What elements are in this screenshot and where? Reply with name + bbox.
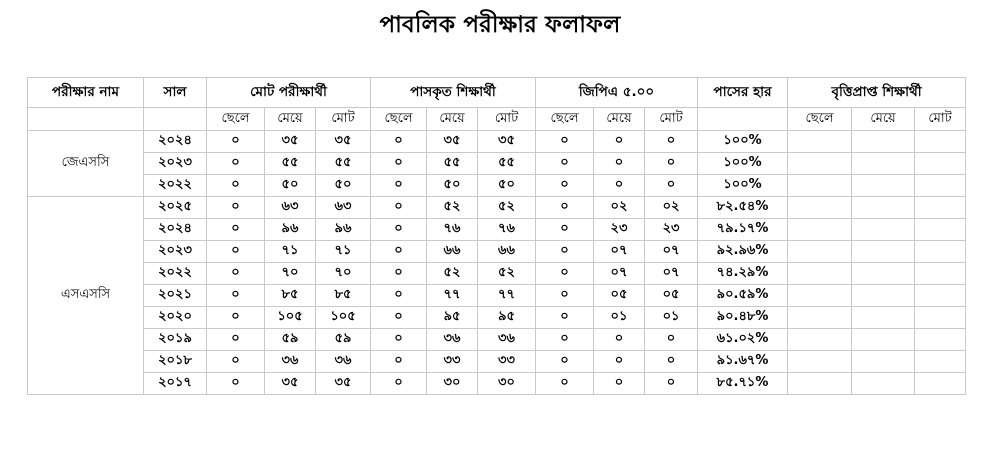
passed-boys: ০ [371, 285, 427, 307]
total-examinees-girls: ৩৬ [265, 351, 316, 373]
scholarship-girls [852, 373, 915, 395]
gpa5-girls: ০ [594, 329, 645, 351]
scholarship-boys [788, 175, 852, 197]
scholarship-boys [788, 197, 852, 219]
gpa5-boys: ০ [536, 131, 594, 153]
gpa5-girls: ০ [594, 373, 645, 395]
passed-girls: ৩০ [427, 373, 478, 395]
total-examinees-girls: ৫০ [265, 175, 316, 197]
year-cell: ২০২৪ [144, 131, 207, 153]
gpa5-boys: ০ [536, 175, 594, 197]
gpa5-total: ০ [645, 175, 698, 197]
passed-boys: ০ [371, 351, 427, 373]
gpa5-total: ০ [645, 329, 698, 351]
passed-total: ৩৩ [478, 351, 536, 373]
total-examinees-boys: ০ [207, 329, 265, 351]
header-exam-name: পরীক্ষার নাম [28, 78, 144, 108]
total-examinees-total: ৫৫ [316, 153, 371, 175]
total-examinees-total: ৬৩ [316, 197, 371, 219]
passed-total: ৩৫ [478, 131, 536, 153]
gpa5-boys: ০ [536, 241, 594, 263]
scholarship-boys [788, 131, 852, 153]
total-examinees-girls: ৮৫ [265, 285, 316, 307]
passed-total: ৫৫ [478, 153, 536, 175]
header-gpa5: জিপিএ ৫.০০ [536, 78, 698, 108]
scholarship-total [915, 197, 966, 219]
total-examinees-total: ৩৫ [316, 131, 371, 153]
total-examinees-girls: ৬৩ [265, 197, 316, 219]
total-examinees-boys: ০ [207, 131, 265, 153]
gpa5-girls: ০ [594, 153, 645, 175]
gpa5-girls: ০ [594, 351, 645, 373]
scholarship-total [915, 285, 966, 307]
total-examinees-total: ৩৫ [316, 373, 371, 395]
total-examinees-boys: ০ [207, 175, 265, 197]
passed-total: ৭৭ [478, 285, 536, 307]
gpa5-total: ২৩ [645, 219, 698, 241]
gpa5-girls: ০৫ [594, 285, 645, 307]
passed-boys: ০ [371, 219, 427, 241]
header-passed-students: পাসকৃত শিক্ষার্থী [371, 78, 536, 108]
passed-total: ৫২ [478, 263, 536, 285]
scholarship-girls [852, 307, 915, 329]
subheader-scholarship-boys: ছেলে [788, 108, 852, 131]
total-examinees-total: ৭১ [316, 241, 371, 263]
year-cell: ২০২৪ [144, 219, 207, 241]
scholarship-total [915, 175, 966, 197]
gpa5-girls: ০২ [594, 197, 645, 219]
passed-total: ৩০ [478, 373, 536, 395]
table-row [28, 241, 966, 263]
header-row [28, 78, 966, 108]
subheader-gpa5-total: মোট [645, 108, 698, 131]
passed-girls: ৩৩ [427, 351, 478, 373]
scholarship-total [915, 153, 966, 175]
passed-boys: ০ [371, 197, 427, 219]
gpa5-girls: ০ [594, 175, 645, 197]
total-examinees-total: ৭০ [316, 263, 371, 285]
pass-rate-cell: ৯০.৪৮% [698, 307, 788, 329]
scholarship-total [915, 307, 966, 329]
scholarship-total [915, 329, 966, 351]
passed-boys: ০ [371, 307, 427, 329]
scholarship-boys [788, 307, 852, 329]
total-examinees-total: ১০৫ [316, 307, 371, 329]
table-row [28, 219, 966, 241]
subheader-empty [28, 108, 144, 131]
total-examinees-boys: ০ [207, 373, 265, 395]
total-examinees-total: ৫৯ [316, 329, 371, 351]
total-examinees-boys: ০ [207, 285, 265, 307]
subheader-scholarship-girls: মেয়ে [852, 108, 915, 131]
total-examinees-total: ৫০ [316, 175, 371, 197]
passed-boys: ০ [371, 175, 427, 197]
gpa5-total: ০৭ [645, 241, 698, 263]
pass-rate-cell: ৭৪.২৯% [698, 263, 788, 285]
pass-rate-cell: ১০০% [698, 175, 788, 197]
passed-girls: ৫২ [427, 263, 478, 285]
passed-total: ৬৬ [478, 241, 536, 263]
subheader-total-boys: ছেলে [207, 108, 265, 131]
header-scholarship: বৃত্তিপ্রাপ্ত শিক্ষার্থী [788, 78, 966, 108]
scholarship-boys [788, 153, 852, 175]
scholarship-total [915, 351, 966, 373]
pass-rate-cell: ৮২.৫৪% [698, 197, 788, 219]
pass-rate-cell: ৮৫.৭১% [698, 373, 788, 395]
scholarship-girls [852, 285, 915, 307]
gpa5-total: ০ [645, 131, 698, 153]
gpa5-boys: ০ [536, 263, 594, 285]
gpa5-boys: ০ [536, 373, 594, 395]
scholarship-girls [852, 175, 915, 197]
pass-rate-cell: ১০০% [698, 131, 788, 153]
year-cell: ২০২৩ [144, 153, 207, 175]
gpa5-total: ০ [645, 153, 698, 175]
gpa5-total: ০২ [645, 197, 698, 219]
year-cell: ২০১৯ [144, 329, 207, 351]
subheader-passed-boys: ছেলে [371, 108, 427, 131]
gpa5-boys: ০ [536, 219, 594, 241]
scholarship-boys [788, 285, 852, 307]
passed-girls: ৩৫ [427, 131, 478, 153]
subheader-total-total: মোট [316, 108, 371, 131]
total-examinees-boys: ০ [207, 307, 265, 329]
total-examinees-total: ৯৬ [316, 219, 371, 241]
subheader-total-girls: মেয়ে [265, 108, 316, 131]
scholarship-total [915, 241, 966, 263]
scholarship-boys [788, 219, 852, 241]
gpa5-total: ০ [645, 373, 698, 395]
total-examinees-girls: ৭০ [265, 263, 316, 285]
year-cell: ২০১৮ [144, 351, 207, 373]
total-examinees-boys: ০ [207, 351, 265, 373]
scholarship-girls [852, 241, 915, 263]
total-examinees-boys: ০ [207, 153, 265, 175]
subheader-row [28, 108, 966, 131]
scholarship-boys [788, 373, 852, 395]
table-row [28, 307, 966, 329]
pass-rate-cell: ৯২.৯৬% [698, 241, 788, 263]
total-examinees-girls: ৭১ [265, 241, 316, 263]
subheader-empty [698, 108, 788, 131]
table-row [28, 329, 966, 351]
gpa5-total: ০১ [645, 307, 698, 329]
passed-boys: ০ [371, 131, 427, 153]
passed-girls: ৭৬ [427, 219, 478, 241]
scholarship-total [915, 131, 966, 153]
scholarship-girls [852, 263, 915, 285]
gpa5-boys: ০ [536, 329, 594, 351]
gpa5-total: ০ [645, 351, 698, 373]
passed-boys: ০ [371, 263, 427, 285]
subheader-scholarship-total: মোট [915, 108, 966, 131]
year-cell: ২০২২ [144, 175, 207, 197]
pass-rate-cell: ৯০.৫৯% [698, 285, 788, 307]
passed-girls: ৫০ [427, 175, 478, 197]
scholarship-total [915, 373, 966, 395]
total-examinees-girls: ৯৬ [265, 219, 316, 241]
year-cell: ২০২৫ [144, 197, 207, 219]
scholarship-girls [852, 351, 915, 373]
passed-girls: ৫২ [427, 197, 478, 219]
passed-total: ৫০ [478, 175, 536, 197]
table-row [28, 131, 966, 153]
gpa5-boys: ০ [536, 307, 594, 329]
pass-rate-cell: ১০০% [698, 153, 788, 175]
passed-boys: ০ [371, 153, 427, 175]
scholarship-girls [852, 153, 915, 175]
header-total-examinees: মোট পরীক্ষার্থী [207, 78, 371, 108]
year-cell: ২০২৩ [144, 241, 207, 263]
passed-total: ৫২ [478, 197, 536, 219]
gpa5-boys: ০ [536, 153, 594, 175]
table-row [28, 153, 966, 175]
year-cell: ২০২১ [144, 285, 207, 307]
scholarship-boys [788, 241, 852, 263]
scholarship-boys [788, 351, 852, 373]
passed-boys: ০ [371, 373, 427, 395]
scholarship-boys [788, 329, 852, 351]
total-examinees-boys: ০ [207, 219, 265, 241]
page-title: পাবলিক পরীক্ষার ফলাফল [379, 12, 621, 38]
total-examinees-boys: ০ [207, 263, 265, 285]
gpa5-girls: ০ [594, 131, 645, 153]
total-examinees-total: ৮৫ [316, 285, 371, 307]
total-examinees-girls: ৩৫ [265, 131, 316, 153]
passed-girls: ৯৫ [427, 307, 478, 329]
passed-girls: ৩৬ [427, 329, 478, 351]
subheader-passed-total: মোট [478, 108, 536, 131]
scholarship-girls [852, 197, 915, 219]
year-cell: ২০১৭ [144, 373, 207, 395]
year-cell: ২০২০ [144, 307, 207, 329]
table-row [28, 373, 966, 395]
header-pass-rate: পাসের হার [698, 78, 788, 108]
passed-girls: ৭৭ [427, 285, 478, 307]
scholarship-total [915, 263, 966, 285]
pass-rate-cell: ৯১.৬৭% [698, 351, 788, 373]
total-examinees-boys: ০ [207, 241, 265, 263]
gpa5-boys: ০ [536, 351, 594, 373]
passed-boys: ০ [371, 241, 427, 263]
total-examinees-girls: ৫৯ [265, 329, 316, 351]
subheader-gpa5-girls: মেয়ে [594, 108, 645, 131]
year-cell: ২০২২ [144, 263, 207, 285]
pass-rate-cell: ৬১.০২% [698, 329, 788, 351]
results-table [27, 77, 966, 395]
scholarship-total [915, 219, 966, 241]
passed-total: ৩৬ [478, 329, 536, 351]
total-examinees-total: ৩৬ [316, 351, 371, 373]
passed-girls: ৫৫ [427, 153, 478, 175]
gpa5-total: ০৭ [645, 263, 698, 285]
gpa5-boys: ০ [536, 285, 594, 307]
scholarship-girls [852, 219, 915, 241]
header-year: সাল [144, 78, 207, 108]
scholarship-boys [788, 263, 852, 285]
table-row [28, 351, 966, 373]
subheader-gpa5-boys: ছেলে [536, 108, 594, 131]
gpa5-girls: ০৭ [594, 263, 645, 285]
table-row [28, 197, 966, 219]
table-row [28, 285, 966, 307]
total-examinees-girls: ১০৫ [265, 307, 316, 329]
gpa5-total: ০৫ [645, 285, 698, 307]
table-row [28, 175, 966, 197]
gpa5-girls: ০১ [594, 307, 645, 329]
passed-girls: ৬৬ [427, 241, 478, 263]
exam-name-cell: এসএসসি [28, 197, 144, 395]
gpa5-boys: ০ [536, 197, 594, 219]
passed-total: ৭৬ [478, 219, 536, 241]
scholarship-girls [852, 131, 915, 153]
subheader-empty [144, 108, 207, 131]
total-examinees-girls: ৫৫ [265, 153, 316, 175]
table-row [28, 263, 966, 285]
passed-total: ৯৫ [478, 307, 536, 329]
gpa5-girls: ০৭ [594, 241, 645, 263]
pass-rate-cell: ৭৯.১৭% [698, 219, 788, 241]
passed-boys: ০ [371, 329, 427, 351]
gpa5-girls: ২৩ [594, 219, 645, 241]
subheader-passed-girls: মেয়ে [427, 108, 478, 131]
total-examinees-boys: ০ [207, 197, 265, 219]
total-examinees-girls: ৩৫ [265, 373, 316, 395]
scholarship-girls [852, 329, 915, 351]
exam-name-cell: জেএসসি [28, 131, 144, 197]
